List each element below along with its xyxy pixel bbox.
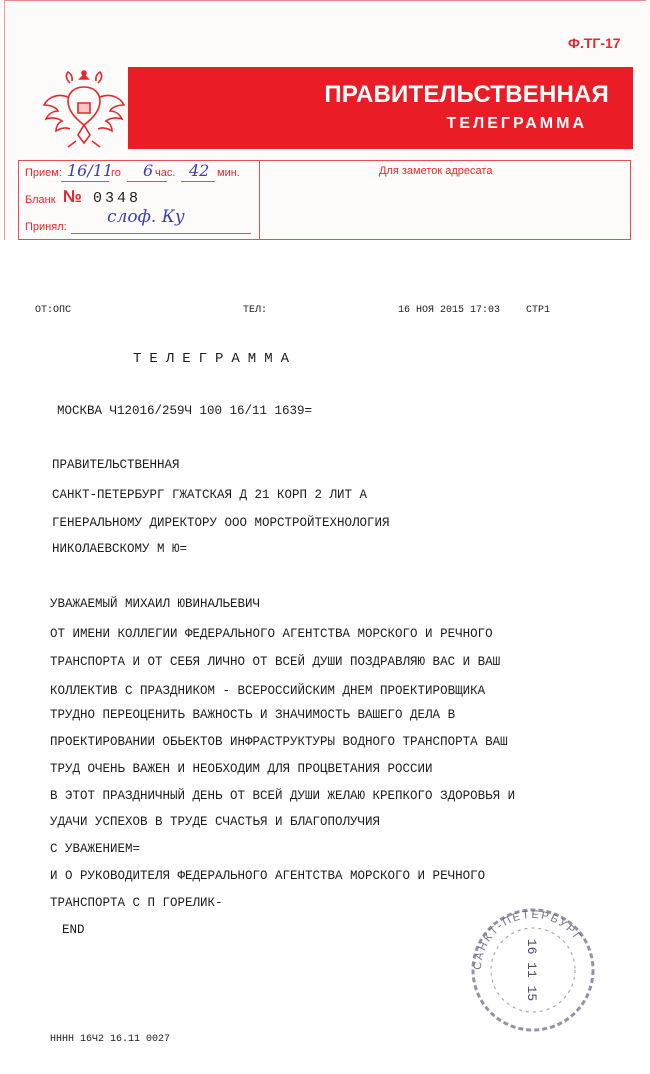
accepted-label: Принял: [25,221,67,233]
origin-line: МОСКВА Ч12016/259Ч 100 16/11 1639= [57,404,313,418]
form-banner [128,67,633,149]
body-line: ТРУДНО ПЕРЕОЦЕНИТЬ ВАЖНОСТЬ И ЗНАЧИМОСТЬ ВАШЕГО ДЕЛА В [50,708,456,722]
service-fields-box [18,160,631,240]
body-line: УВАЖАЕМЫЙ МИХАИЛ ЮВИНАЛЬЕВИЧ [50,597,261,611]
body-line: ТРУД ОЧЕНЬ ВАЖЕН И НЕОБХОДИМ ДЛЯ ПРОЦВЕТАНИЯ РОССИИ [50,762,433,776]
postal-stamp [463,900,603,1040]
blank-label: Бланк [25,194,56,206]
header-from: ОТ:ОПС [35,305,72,316]
received-date-handwritten: 16/11 [67,161,114,180]
telegram-title: ТЕЛЕГРАММА [133,351,298,367]
banner-subtitle: ТЕЛЕГРАММА [446,115,587,132]
blank-number-symbol: № [63,187,82,206]
received-date-line [61,181,109,182]
address-line: ПРАВИТЕЛЬСТВЕННАЯ [52,458,180,472]
body-line: ТРАНСПОРТА И ОТ СЕБЯ ЛИЧНО ОТ ВСЕЙ ДУШИ ПОЗДРАВЛЯЮ ВАС И ВАШ [50,655,501,669]
minute-line [181,181,215,182]
top-rule [4,0,646,1]
address-line: САНКТ-ПЕТЕРБУРГ ГЖАТСКАЯ Д 21 КОРП 2 ЛИТ А [52,488,368,502]
hour-label: час. [155,167,176,179]
body-line: И О РУКОВОДИТЕЛЯ ФЕДЕРАЛЬНОГО АГЕНТСТВА МОРСКОГО И РЕЧНОГО [50,869,486,883]
header-tel: ТЕЛ: [243,305,268,316]
address-line: ГЕНЕРАЛЬНОМУ ДИРЕКТОРУ ООО МОРСТРОЙТЕХНОЛОГИЯ [52,516,390,530]
tape-footer: НННН 16Ч2 16.11 0027 [50,1034,171,1045]
end-marker: END [62,923,85,937]
stamp-city: САНКТ-ПЕТЕРБУРГ [471,908,585,971]
header-page: СТР1 [526,305,551,316]
minute-handwritten: 42 [189,161,210,180]
coat-of-arms-icon [40,67,128,149]
accepted-signature: слоф. Ку [107,207,185,227]
telegram-blank-form [0,0,650,250]
body-line: КОЛЛЕКТИВ С ПРАЗДНИКОМ - ВСЕРОССИЙСКИМ ДНЕМ ПРОЕКТИРОВЩИКА [50,684,486,698]
body-line: В ЭТОТ ПРАЗДНИЧНЫЙ ДЕНЬ ОТ ВСЕЙ ДУШИ ЖЕЛАЮ КРЕПКОГО ЗДОРОВЬЯ И [50,789,516,803]
body-line: ОТ ИМЕНИ КОЛЛЕГИИ ФЕДЕРАЛЬНОГО АГЕНТСТВА МОРСКОГО И РЕЧНОГО [50,627,493,641]
fields-divider [259,161,260,239]
hour-handwritten: 6 [143,161,154,180]
go-label: го [111,167,121,179]
body-line: ПРОЕКТИРОВАНИИ ОБЬЕКТОВ ИНФРАСТРУКТУРЫ ВОДНОГО ТРАНСПОРТА ВАШ [50,735,508,749]
stamp-date: 16 11 15 [524,938,539,1002]
header-datetime: 16 НОЯ 2015 17:03 [398,305,501,316]
body-line: ТРАНСПОРТА С П ГОРЕЛИК- [50,896,223,910]
banner-title: ПРАВИТЕЛЬСТВЕННАЯ [324,81,609,108]
body-line: УДАЧИ УСПЕХОВ В ТРУДЕ СЧАСТЬЯ И БЛАГОПОЛУЧИЯ [50,815,381,829]
received-label: Прием: [25,167,62,179]
accepted-line [71,233,251,234]
form-code: Ф.ТГ-17 [568,35,621,51]
side-rule [4,0,5,240]
minute-label: мин. [217,167,240,179]
hour-line [127,181,167,182]
blank-number: 0348 [93,190,142,207]
body-line: С УВАЖЕНИЕМ= [50,842,141,856]
address-line: НИКОЛАЕВСКОМУ М Ю= [52,542,188,556]
notes-label: Для заметок адресата [379,165,493,177]
